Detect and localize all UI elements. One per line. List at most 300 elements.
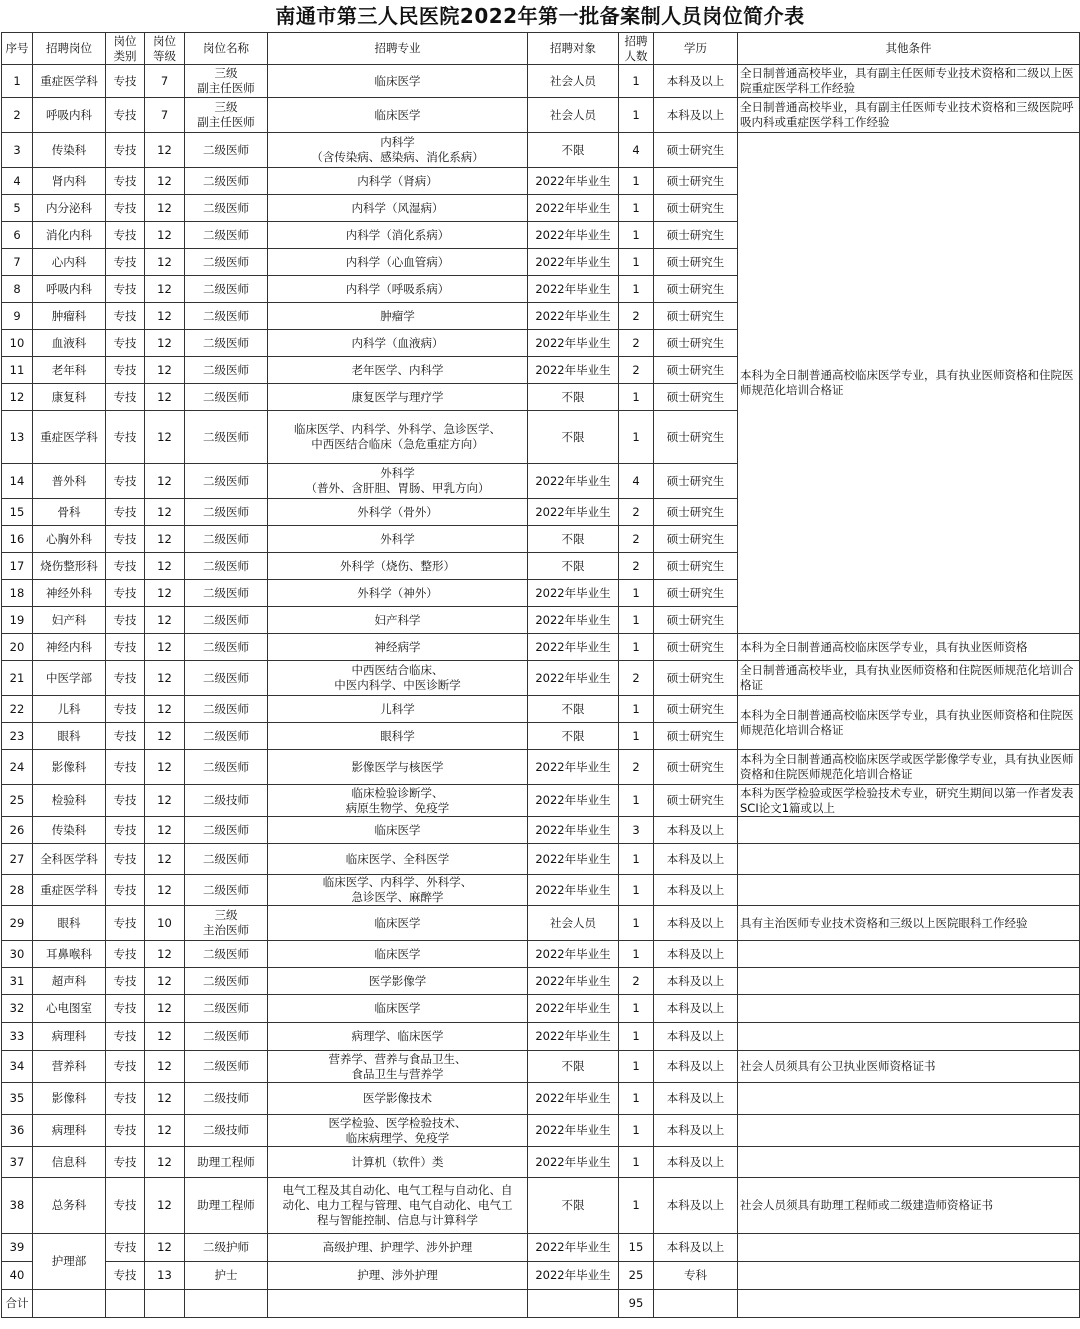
cell-type: 专技	[106, 844, 145, 875]
cell-type: 专技	[106, 65, 145, 98]
cell-major: 康复医学与理疗学	[268, 384, 528, 411]
cell-no: 26	[2, 817, 33, 844]
cell-no: 16	[2, 526, 33, 553]
cell-post: 二级医师	[185, 168, 268, 195]
cell-cond: 全日制普通高校毕业，具有执业医师资格和住院医师规范化培训合格证	[738, 661, 1080, 696]
cell-cond	[738, 995, 1080, 1023]
cell-no: 36	[2, 1115, 33, 1147]
table-row	[2, 661, 1080, 696]
empty-cell	[268, 1290, 528, 1318]
table-row	[2, 65, 1080, 98]
cell-no: 33	[2, 1023, 33, 1051]
cell-edu: 本科及以上	[654, 968, 738, 995]
cell-dept: 老年科	[33, 357, 106, 384]
cell-target: 2022年毕业生	[528, 195, 619, 222]
cell-target: 2022年毕业生	[528, 1147, 619, 1178]
cell-edu: 硕士研究生	[654, 580, 738, 607]
cell-level: 12	[145, 222, 185, 249]
col-dept: 招聘岗位	[33, 33, 106, 65]
cell-target: 不限	[528, 1051, 619, 1083]
cell-level: 12	[145, 696, 185, 723]
cell-type: 专技	[106, 553, 145, 580]
cell-major: 内科学 （含传染病、感染病、消化系病）	[268, 133, 528, 168]
cell-type: 专技	[106, 906, 145, 941]
cell-post: 二级医师	[185, 553, 268, 580]
cell-no: 18	[2, 580, 33, 607]
cell-no: 37	[2, 1147, 33, 1178]
cell-edu: 硕士研究生	[654, 661, 738, 696]
cell-count: 3	[619, 817, 654, 844]
cell-edu: 本科及以上	[654, 1023, 738, 1051]
cell-cond: 全日制普通高校毕业，具有副主任医师专业技术资格和二级以上医院重症医学科工作经验	[738, 65, 1080, 98]
cell-count: 1	[619, 168, 654, 195]
cell-target: 不限	[528, 553, 619, 580]
cell-dept: 烧伤整形科	[33, 553, 106, 580]
cell-type: 专技	[106, 1147, 145, 1178]
cell-target: 2022年毕业生	[528, 330, 619, 357]
cell-no: 10	[2, 330, 33, 357]
cell-count: 1	[619, 995, 654, 1023]
cell-type: 专技	[106, 785, 145, 817]
col-major: 招聘专业	[268, 33, 528, 65]
cell-no: 31	[2, 968, 33, 995]
cell-no: 5	[2, 195, 33, 222]
cell-major: 神经病学	[268, 634, 528, 661]
cell-level: 12	[145, 1023, 185, 1051]
cell-type: 专技	[106, 464, 145, 499]
cell-type: 专技	[106, 411, 145, 464]
cell-count: 2	[619, 553, 654, 580]
cell-edu: 硕士研究生	[654, 357, 738, 384]
cell-level: 12	[145, 384, 185, 411]
cell-edu: 本科及以上	[654, 1115, 738, 1147]
cell-dept: 传染科	[33, 817, 106, 844]
cell-type: 专技	[106, 330, 145, 357]
cell-edu: 硕士研究生	[654, 384, 738, 411]
cell-edu: 本科及以上	[654, 844, 738, 875]
empty-cell	[106, 1290, 145, 1318]
cell-dept: 检验科	[33, 785, 106, 817]
cell-dept: 内分泌科	[33, 195, 106, 222]
col-count: 招聘 人数	[619, 33, 654, 65]
cell-cond: 本科为医学检验或医学检验技术专业，研究生期间以第一作者发表SCI论文1篇或以上	[738, 785, 1080, 817]
cell-major: 医学影像学	[268, 968, 528, 995]
cell-target: 2022年毕业生	[528, 1023, 619, 1051]
cell-edu: 本科及以上	[654, 875, 738, 906]
total-label: 合计	[2, 1290, 33, 1318]
table-row	[2, 1178, 1080, 1234]
cell-major: 临床医学	[268, 941, 528, 968]
cell-no: 35	[2, 1083, 33, 1115]
cell-type: 专技	[106, 1178, 145, 1234]
cell-major: 影像医学与核医学	[268, 750, 528, 785]
cell-dept: 肾内科	[33, 168, 106, 195]
cell-edu: 硕士研究生	[654, 133, 738, 168]
empty-cell	[528, 1290, 619, 1318]
cell-cond	[738, 941, 1080, 968]
col-post: 岗位名称	[185, 33, 268, 65]
table-row	[2, 1115, 1080, 1147]
table-row	[2, 634, 1080, 661]
cell-count: 4	[619, 464, 654, 499]
table-body	[2, 65, 1080, 1318]
cell-no: 4	[2, 168, 33, 195]
cell-no: 7	[2, 249, 33, 276]
cell-major: 临床医学	[268, 98, 528, 133]
table-row	[2, 785, 1080, 817]
cell-type: 专技	[106, 168, 145, 195]
cell-no: 24	[2, 750, 33, 785]
cell-count: 1	[619, 723, 654, 750]
cell-edu: 硕士研究生	[654, 526, 738, 553]
cell-target: 2022年毕业生	[528, 499, 619, 526]
cell-major: 医学影像技术	[268, 1083, 528, 1115]
cell-edu: 专科	[654, 1262, 738, 1290]
cell-edu: 本科及以上	[654, 65, 738, 98]
cell-edu: 本科及以上	[654, 1083, 738, 1115]
cell-edu: 本科及以上	[654, 98, 738, 133]
cell-major: 内科学（肾病）	[268, 168, 528, 195]
cell-level: 12	[145, 750, 185, 785]
cell-post: 二级医师	[185, 941, 268, 968]
cell-count: 2	[619, 499, 654, 526]
cell-dept: 康复科	[33, 384, 106, 411]
cell-no: 6	[2, 222, 33, 249]
cell-major: 内科学（心血管病）	[268, 249, 528, 276]
cell-post: 助理工程师	[185, 1147, 268, 1178]
table-row	[2, 1234, 1080, 1262]
cell-post: 三级 副主任医师	[185, 98, 268, 133]
cell-major: 内科学（风湿病）	[268, 195, 528, 222]
cell-cond	[738, 1023, 1080, 1051]
cell-type: 专技	[106, 357, 145, 384]
cell-target: 2022年毕业生	[528, 634, 619, 661]
cell-type: 专技	[106, 249, 145, 276]
cell-major: 临床医学、全科医学	[268, 844, 528, 875]
cell-count: 1	[619, 607, 654, 634]
cell-type: 专技	[106, 276, 145, 303]
cell-level: 12	[145, 1051, 185, 1083]
cell-dept: 全科医学科	[33, 844, 106, 875]
cell-major: 临床医学、内科学、外科学、 急诊医学、麻醉学	[268, 875, 528, 906]
cell-level: 12	[145, 499, 185, 526]
cell-level: 13	[145, 1262, 185, 1290]
cell-type: 专技	[106, 941, 145, 968]
cell-count: 2	[619, 661, 654, 696]
cell-post: 二级医师	[185, 844, 268, 875]
cell-post: 二级医师	[185, 330, 268, 357]
cell-post: 三级 副主任医师	[185, 65, 268, 98]
cell-level: 12	[145, 844, 185, 875]
col-level: 岗位 等级	[145, 33, 185, 65]
cell-level: 7	[145, 98, 185, 133]
cell-post: 二级医师	[185, 384, 268, 411]
cell-count: 1	[619, 195, 654, 222]
cell-count: 1	[619, 875, 654, 906]
cell-dept: 影像科	[33, 1083, 106, 1115]
cell-major: 计算机（软件）类	[268, 1147, 528, 1178]
cell-major: 临床医学	[268, 995, 528, 1023]
cell-no: 22	[2, 696, 33, 723]
cell-post: 二级医师	[185, 696, 268, 723]
cell-edu: 硕士研究生	[654, 168, 738, 195]
cell-post: 二级医师	[185, 133, 268, 168]
cell-type: 专技	[106, 1262, 145, 1290]
cell-major: 儿科学	[268, 696, 528, 723]
table-row	[2, 941, 1080, 968]
cell-post: 二级医师	[185, 357, 268, 384]
cell-target: 2022年毕业生	[528, 875, 619, 906]
empty-cell	[185, 1290, 268, 1318]
cell-post: 二级医师	[185, 634, 268, 661]
cell-post: 助理工程师	[185, 1178, 268, 1234]
cell-level: 7	[145, 65, 185, 98]
cell-major: 中西医结合临床、 中医内科学、中医诊断学	[268, 661, 528, 696]
cell-target: 不限	[528, 696, 619, 723]
cell-dept: 骨科	[33, 499, 106, 526]
positions-table	[1, 32, 1080, 1318]
cell-level: 12	[145, 249, 185, 276]
cell-post: 二级医师	[185, 1023, 268, 1051]
cell-no: 27	[2, 844, 33, 875]
page-title: 南通市第三人民医院2022年第一批备案制人员岗位简介表	[275, 4, 805, 28]
table-row	[2, 133, 1080, 168]
cell-level: 12	[145, 968, 185, 995]
cell-target: 2022年毕业生	[528, 1234, 619, 1262]
cell-no: 40	[2, 1262, 33, 1290]
cell-type: 专技	[106, 1115, 145, 1147]
cell-count: 1	[619, 580, 654, 607]
cell-post: 二级医师	[185, 1051, 268, 1083]
cell-level: 12	[145, 133, 185, 168]
cell-type: 专技	[106, 817, 145, 844]
cell-target: 2022年毕业生	[528, 844, 619, 875]
cell-dept: 护理部	[33, 1234, 106, 1290]
cell-post: 护士	[185, 1262, 268, 1290]
cell-edu: 本科及以上	[654, 1147, 738, 1178]
cell-count: 2	[619, 750, 654, 785]
cell-level: 12	[145, 817, 185, 844]
cell-type: 专技	[106, 1234, 145, 1262]
cell-type: 专技	[106, 750, 145, 785]
cell-level: 12	[145, 634, 185, 661]
cell-level: 12	[145, 1147, 185, 1178]
total-row	[2, 1290, 1080, 1318]
cell-major: 外科学 （普外、含肝胆、胃肠、甲乳方向）	[268, 464, 528, 499]
cell-target: 不限	[528, 1178, 619, 1234]
cell-level: 12	[145, 411, 185, 464]
cell-edu: 硕士研究生	[654, 750, 738, 785]
cell-dept: 呼吸内科	[33, 276, 106, 303]
cell-dept: 重症医学科	[33, 411, 106, 464]
cell-target: 不限	[528, 526, 619, 553]
cell-major: 临床医学	[268, 65, 528, 98]
col-edu: 学历	[654, 33, 738, 65]
table-row	[2, 844, 1080, 875]
cell-count: 1	[619, 411, 654, 464]
cell-count: 1	[619, 941, 654, 968]
cell-no: 39	[2, 1234, 33, 1262]
cell-major: 医学检验、医学检验技术、 临床病理学、免疫学	[268, 1115, 528, 1147]
cell-type: 专技	[106, 634, 145, 661]
cell-cond-shared: 本科为全日制普通高校临床医学专业，具有执业医师资格和住院医师规范化培训合格证	[738, 696, 1080, 750]
cell-major: 临床检验诊断学、 病原生物学、免疫学	[268, 785, 528, 817]
cell-dept: 总务科	[33, 1178, 106, 1234]
cell-level: 12	[145, 723, 185, 750]
cell-level: 12	[145, 1083, 185, 1115]
cell-cond	[738, 875, 1080, 906]
cell-edu: 硕士研究生	[654, 785, 738, 817]
cell-level: 12	[145, 661, 185, 696]
cell-target: 2022年毕业生	[528, 249, 619, 276]
cell-major: 外科学	[268, 526, 528, 553]
cell-no: 2	[2, 98, 33, 133]
cell-post: 二级技师	[185, 785, 268, 817]
cell-count: 1	[619, 1115, 654, 1147]
col-no: 序号	[2, 33, 33, 65]
cell-major: 临床医学	[268, 817, 528, 844]
cell-target: 社会人员	[528, 98, 619, 133]
cell-count: 2	[619, 968, 654, 995]
cell-no: 15	[2, 499, 33, 526]
cell-level: 12	[145, 607, 185, 634]
cell-major: 内科学（呼吸系病）	[268, 276, 528, 303]
cell-cond: 社会人员须具有助理工程师或二级建造师资格证书	[738, 1178, 1080, 1234]
table-row	[2, 1083, 1080, 1115]
cell-major: 老年医学、内科学	[268, 357, 528, 384]
cell-no: 8	[2, 276, 33, 303]
cell-count: 4	[619, 133, 654, 168]
cell-count: 1	[619, 1023, 654, 1051]
table-row	[2, 817, 1080, 844]
cell-no: 23	[2, 723, 33, 750]
cell-edu: 硕士研究生	[654, 411, 738, 464]
cell-level: 10	[145, 906, 185, 941]
cell-target: 2022年毕业生	[528, 1083, 619, 1115]
cell-count: 2	[619, 526, 654, 553]
cell-cond	[738, 968, 1080, 995]
cell-no: 25	[2, 785, 33, 817]
cell-no: 17	[2, 553, 33, 580]
cell-no: 21	[2, 661, 33, 696]
cell-type: 专技	[106, 384, 145, 411]
cell-major: 营养学、营养与食品卫生、 食品卫生与营养学	[268, 1051, 528, 1083]
cell-count: 1	[619, 1083, 654, 1115]
cell-edu: 硕士研究生	[654, 249, 738, 276]
table-row	[2, 1051, 1080, 1083]
cell-major: 外科学（神外）	[268, 580, 528, 607]
cell-major: 眼科学	[268, 723, 528, 750]
cell-dept: 眼科	[33, 906, 106, 941]
cell-count: 1	[619, 785, 654, 817]
cell-post: 二级医师	[185, 875, 268, 906]
cell-count: 1	[619, 634, 654, 661]
cell-dept: 心内科	[33, 249, 106, 276]
cell-type: 专技	[106, 580, 145, 607]
cell-level: 12	[145, 464, 185, 499]
cell-major: 高级护理、护理学、涉外护理	[268, 1234, 528, 1262]
cell-type: 专技	[106, 222, 145, 249]
cell-dept: 呼吸内科	[33, 98, 106, 133]
cell-dept: 中医学部	[33, 661, 106, 696]
cell-count: 1	[619, 1178, 654, 1234]
cell-level: 12	[145, 875, 185, 906]
cell-cond	[738, 1115, 1080, 1147]
cell-count: 1	[619, 906, 654, 941]
cell-dept: 肿瘤科	[33, 303, 106, 330]
cell-type: 专技	[106, 696, 145, 723]
cell-post: 二级护师	[185, 1234, 268, 1262]
cell-level: 12	[145, 785, 185, 817]
cell-count: 1	[619, 276, 654, 303]
cell-cond	[738, 844, 1080, 875]
cell-edu: 本科及以上	[654, 1178, 738, 1234]
cell-count: 1	[619, 98, 654, 133]
cell-count: 2	[619, 357, 654, 384]
cell-target: 2022年毕业生	[528, 580, 619, 607]
cell-dept: 营养科	[33, 1051, 106, 1083]
cell-target: 2022年毕业生	[528, 168, 619, 195]
cell-target: 2022年毕业生	[528, 607, 619, 634]
cell-level: 12	[145, 941, 185, 968]
cell-edu: 硕士研究生	[654, 195, 738, 222]
cell-target: 2022年毕业生	[528, 1262, 619, 1290]
cell-edu: 硕士研究生	[654, 696, 738, 723]
cell-cond	[738, 1262, 1080, 1290]
cell-dept: 心电图室	[33, 995, 106, 1023]
empty-cell	[738, 1290, 1080, 1318]
cell-dept: 影像科	[33, 750, 106, 785]
cell-no: 12	[2, 384, 33, 411]
cell-no: 20	[2, 634, 33, 661]
cell-major: 病理学、临床医学	[268, 1023, 528, 1051]
empty-cell	[33, 1290, 106, 1318]
table-row	[2, 875, 1080, 906]
cell-target: 2022年毕业生	[528, 1115, 619, 1147]
cell-major: 肿瘤学	[268, 303, 528, 330]
cell-edu: 硕士研究生	[654, 634, 738, 661]
cell-edu: 本科及以上	[654, 906, 738, 941]
cell-edu: 硕士研究生	[654, 276, 738, 303]
cell-count: 25	[619, 1262, 654, 1290]
cell-dept: 耳鼻喉科	[33, 941, 106, 968]
cell-count: 1	[619, 65, 654, 98]
cell-major: 外科学（烧伤、整形）	[268, 553, 528, 580]
table-row	[2, 1262, 1080, 1290]
cell-count: 2	[619, 303, 654, 330]
table-row	[2, 906, 1080, 941]
empty-cell	[654, 1290, 738, 1318]
cell-type: 专技	[106, 133, 145, 168]
table-row	[2, 1147, 1080, 1178]
cell-target: 2022年毕业生	[528, 785, 619, 817]
cell-post: 二级医师	[185, 464, 268, 499]
cell-type: 专技	[106, 875, 145, 906]
cell-target: 社会人员	[528, 65, 619, 98]
cell-target: 2022年毕业生	[528, 968, 619, 995]
cell-post: 二级医师	[185, 968, 268, 995]
cell-level: 12	[145, 553, 185, 580]
cell-dept: 传染科	[33, 133, 106, 168]
cell-post: 二级医师	[185, 661, 268, 696]
cell-target: 2022年毕业生	[528, 303, 619, 330]
cell-major: 内科学（消化系病）	[268, 222, 528, 249]
cell-dept: 重症医学科	[33, 65, 106, 98]
cell-no: 34	[2, 1051, 33, 1083]
cell-target: 不限	[528, 411, 619, 464]
cell-type: 专技	[106, 723, 145, 750]
col-cond: 其他条件	[738, 33, 1080, 65]
